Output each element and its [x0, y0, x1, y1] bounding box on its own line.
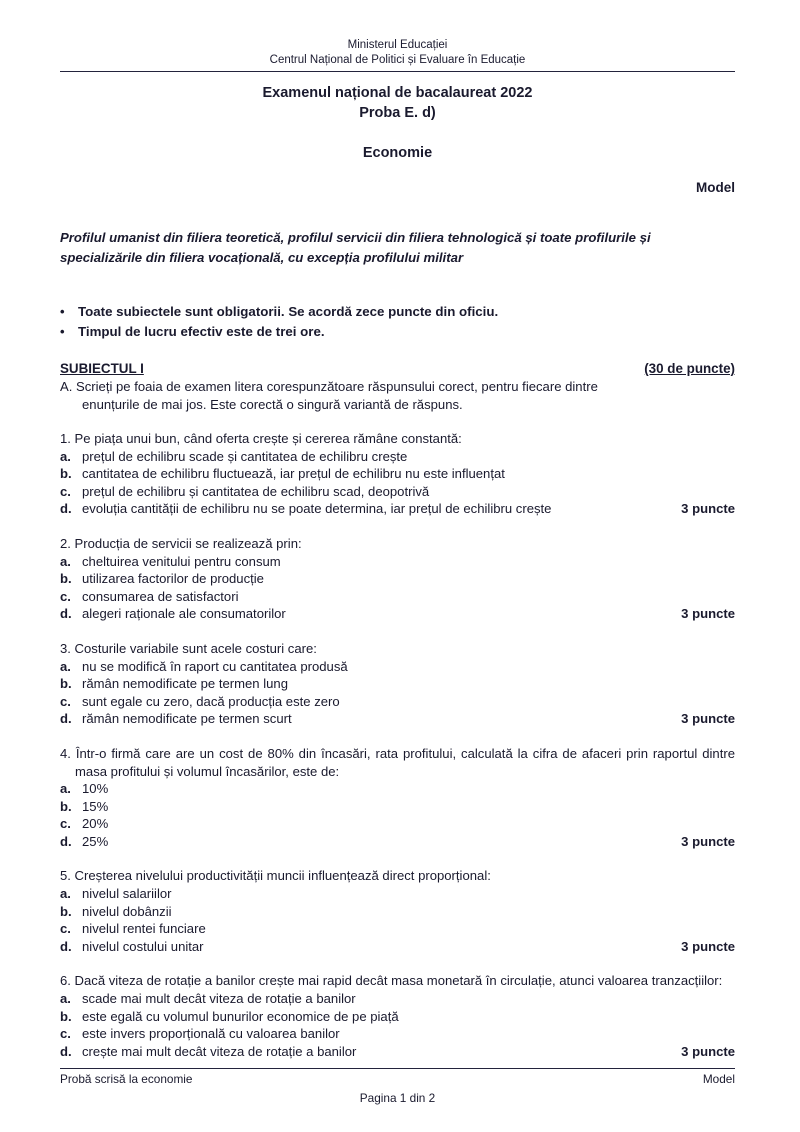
question-points: 3 puncte [681, 501, 735, 517]
option-text: prețul de echilibru scade și cantitatea de echilibru crește [82, 448, 408, 464]
exam-title-line-2: Proba E. d) [359, 104, 436, 121]
answer-option[interactable] [60, 885, 735, 903]
question-points: 3 puncte [681, 711, 735, 727]
option-text: rămân nemodificate pe termen scurt [82, 711, 292, 727]
option-text: evoluția cantității de echilibru nu se poate determina, iar prețul de echilibru crește [82, 501, 552, 517]
bullet-icon: • [60, 304, 65, 319]
question-points: 3 puncte [681, 833, 735, 849]
footer-row [60, 1069, 735, 1086]
answer-option[interactable] [60, 1043, 735, 1061]
question-stem: 1. Pe piața unui bun, când oferta crește și cererea rămâne constantă: [60, 431, 462, 446]
option-letter: a. [60, 658, 71, 674]
option-text: rămân nemodificate pe termen lung [82, 676, 288, 692]
part-a-instructions [60, 378, 735, 413]
option-letter: d. [60, 833, 72, 849]
option-letter: d. [60, 711, 72, 727]
answer-option[interactable] [60, 920, 735, 938]
option-letter: d. [60, 606, 72, 622]
answer-option[interactable] [60, 990, 735, 1008]
bullet-icon: • [60, 324, 65, 339]
option-letter: b. [60, 466, 72, 482]
instruction-text: Timpul de lucru efectiv este de trei ore. [78, 324, 325, 339]
answer-option[interactable] [60, 833, 735, 851]
question-block [60, 972, 735, 1060]
answer-option[interactable] [60, 710, 735, 728]
answer-option[interactable] [60, 605, 735, 623]
option-text: este invers proporțională cu valoarea banilor [82, 1026, 340, 1042]
option-letter: c. [60, 693, 71, 709]
ministry-line-1: Ministerul Educației [347, 39, 448, 51]
option-text: nivelul costului unitar [82, 938, 204, 954]
option-letter: d. [60, 1043, 72, 1059]
section-title: SUBIECTUL I [60, 361, 144, 376]
answer-option[interactable] [60, 1008, 735, 1026]
answer-option[interactable] [60, 465, 735, 483]
answer-option[interactable] [60, 780, 735, 798]
option-letter: a. [60, 553, 71, 569]
answer-option[interactable] [60, 1025, 735, 1043]
option-letter: c. [60, 1026, 71, 1042]
option-text: alegeri raționale ale consumatorilor [82, 606, 286, 622]
question-stem: 6. Dacă viteza de rotație a banilor crește mai rapid decât masa monetară în circulație, atunci valoarea tranzacțiilor: [60, 973, 723, 989]
section-points: (30 de puncte) [644, 361, 735, 376]
questions-container [60, 430, 735, 1060]
option-letter: a. [60, 448, 71, 464]
option-text: nu se modifică în raport cu cantitatea produsă [82, 658, 348, 674]
part-a-line-2: enunțurile de mai jos. Este corectă o singură variantă de răspuns. [82, 396, 463, 412]
option-text: 15% [82, 798, 109, 814]
question-stem: 3. Costurile variabile sunt acele costuri care: [60, 640, 317, 656]
header-divider [60, 71, 735, 72]
question-block [60, 640, 735, 728]
part-a-line-1: A. Scrieți pe foaia de examen litera corespunzătoare răspunsului corect, pentru fiecare dintre [60, 379, 598, 394]
option-letter: c. [60, 588, 71, 604]
page-footer [60, 1068, 735, 1105]
question-stem: 2. Producția de servicii se realizează prin: [60, 535, 302, 551]
answer-option[interactable] [60, 588, 735, 606]
model-label-top: Model [696, 180, 735, 195]
page-content [60, 0, 735, 1060]
option-letter: d. [60, 938, 72, 954]
question-stem: 4. Într-o firmă care are un cost de 80% din încasări, rata profitului, calculată la cifra de afaceri prin raportul dintre masa profitului și volumul încasărilor, este de: [60, 745, 735, 779]
option-letter: b. [60, 676, 72, 692]
option-text: nivelul rentei funciare [82, 921, 206, 937]
option-text: cantitatea de echilibru fluctuează, iar prețul de echilibru nu este influențat [82, 466, 505, 482]
question-points: 3 puncte [681, 938, 735, 954]
answer-option[interactable] [60, 570, 735, 588]
option-text: cheltuirea venitului pentru consum [82, 553, 281, 569]
option-text: sunt egale cu zero, dacă producția este zero [82, 693, 340, 709]
question-block [60, 867, 735, 955]
exam-title-line-1: Examenul național de bacalaureat 2022 [262, 85, 533, 101]
answer-option[interactable] [60, 500, 735, 518]
option-letter: a. [60, 781, 71, 797]
list-item [60, 302, 735, 322]
profile-note: Profilul umanist din filiera teoretică, profilul servicii din filiera tehnologică și toate profilurile și specializările din filiera vocațională, cu excepția profilului militar [60, 230, 651, 265]
subject-title: Economie [362, 145, 433, 161]
answer-option[interactable] [60, 448, 735, 466]
question-block [60, 745, 735, 851]
footer-page-number: Pagina 1 din 2 [359, 1091, 436, 1105]
instruction-text: Toate subiectele sunt obligatorii. Se acordă zece puncte din oficiu. [78, 304, 499, 319]
option-letter: c. [60, 921, 71, 937]
question-points: 3 puncte [681, 1043, 735, 1059]
list-item [60, 322, 735, 342]
option-text: prețul de echilibru și cantitatea de echilibru scad, deopotrivă [82, 483, 430, 499]
answer-option[interactable] [60, 675, 735, 693]
answer-option[interactable] [60, 903, 735, 921]
answer-option[interactable] [60, 798, 735, 816]
ministry-line-2: Centrul Național de Politici și Evaluare în Educație [269, 54, 526, 66]
option-text: crește mai mult decât viteza de rotație a banilor [82, 1043, 357, 1059]
option-text: consumarea de satisfactori [82, 588, 239, 604]
option-text: nivelul salariilor [82, 886, 172, 902]
question-block [60, 430, 735, 518]
option-letter: a. [60, 886, 71, 902]
answer-option[interactable] [60, 483, 735, 501]
option-text: scade mai mult decât viteza de rotație a banilor [82, 991, 356, 1007]
exam-title [60, 84, 735, 123]
option-text: 20% [82, 816, 109, 832]
option-text: utilizarea factorilor de producție [82, 571, 264, 587]
footer-left-text: Probă scrisă la economie [60, 1072, 193, 1086]
section-heading [60, 361, 735, 376]
answer-option[interactable] [60, 938, 735, 956]
option-letter: b. [60, 798, 72, 814]
option-letter: c. [60, 483, 71, 499]
option-text: 25% [82, 833, 109, 849]
answer-option[interactable] [60, 693, 735, 711]
option-letter: b. [60, 571, 72, 587]
answer-option[interactable] [60, 553, 735, 571]
answer-option[interactable] [60, 658, 735, 676]
option-letter: b. [60, 903, 72, 919]
option-letter: b. [60, 1008, 72, 1024]
option-letter: d. [60, 501, 72, 517]
question-block [60, 535, 735, 623]
question-stem: 5. Creșterea nivelului productivității muncii influențează direct proporțional: [60, 868, 491, 884]
instructions-list [60, 302, 735, 342]
option-text: 10% [82, 781, 109, 797]
footer-right-text: Model [702, 1072, 735, 1086]
option-letter: c. [60, 816, 71, 832]
option-text: nivelul dobânzii [82, 903, 172, 919]
answer-option[interactable] [60, 815, 735, 833]
ministry-header [60, 0, 735, 68]
question-points: 3 puncte [681, 606, 735, 622]
option-letter: a. [60, 991, 71, 1007]
option-text: este egală cu volumul bunurilor economice de pe piață [82, 1008, 399, 1024]
